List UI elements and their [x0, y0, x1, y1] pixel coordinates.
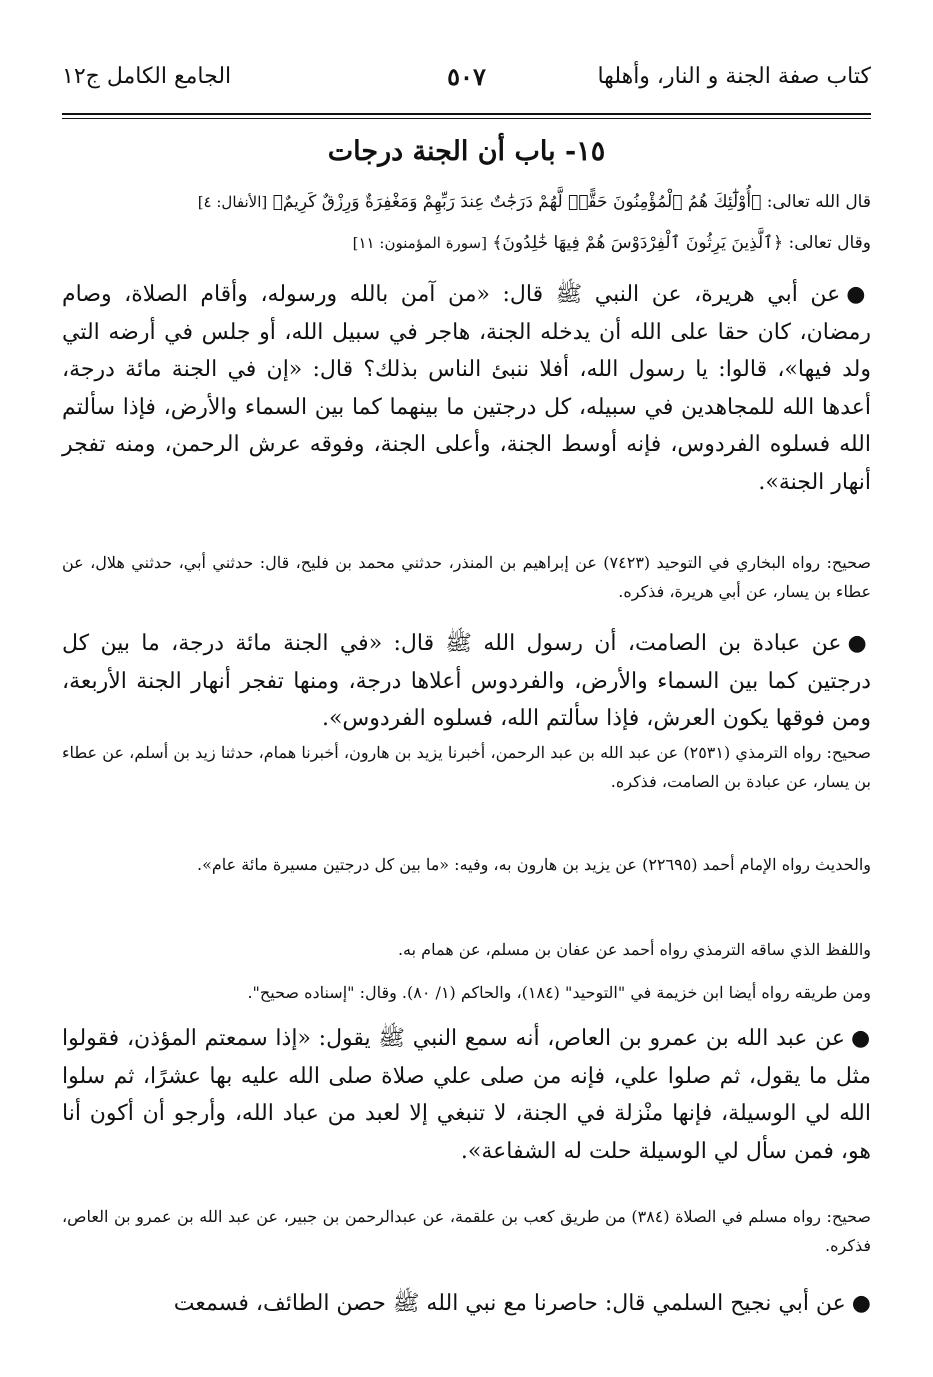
note-text: والحديث رواه الإمام أحمد (٢٢٦٩٥) عن يزيد بن هارون به، وفيه: «ما بين كل درجتين مسيرة مائة عام». — [197, 855, 871, 874]
header-book-title: كتاب صفة الجنة و النار، وأهلها — [597, 64, 871, 89]
running-header — [62, 58, 871, 98]
note-text: واللفظ الذي ساقه الترمذي رواه أحمد عن عفان بن مسلم، عن همام به. — [397, 940, 871, 959]
hadith-paragraph — [62, 1285, 871, 1323]
header-rule-thin — [62, 118, 871, 119]
hadith-paragraph — [62, 276, 871, 501]
page-number: ٥٠٧ — [447, 62, 486, 91]
note-text: صحيح: رواه الترمذي (٢٥٣١) عن عبد الله بن عبد الرحمن، أخبرنا يزيد بن هارون، أخبرنا همام، حدثنا زيد بن أسلم، عن عطاء بن يسار، عن عبادة بن الصامت، فذكره. — [62, 743, 872, 791]
note-text: ومن طريقه رواه أيضا ابن خزيمة في "التوحيد" (١٨٤)، والحاكم (١/ ٨٠). وقال: "إسناده صحيح". — [247, 983, 871, 1002]
bullet-icon: ● — [851, 1026, 871, 1051]
chapter-title: ١٥- باب أن الجنة درجات — [327, 136, 606, 167]
takhrij-note — [62, 850, 871, 879]
verse-2 — [62, 229, 871, 257]
bullet-icon: ● — [851, 1291, 871, 1316]
hadith-text: عن أبي نجيح السلمي قال: حاصرنا مع نبي الله ﷺ حصن الطائف، فسمعت — [173, 1291, 846, 1316]
takhrij-note — [62, 738, 871, 796]
bullet-icon: ● — [846, 282, 871, 307]
verse-text: وقال تعالى: ﴿ٱلَّذِينَ يَرِثُونَ ٱلْفِرْدَوْسَ هُمْ فِيهَا خَٰلِدُونَ﴾ — [492, 233, 871, 253]
hadith-paragraph — [62, 625, 871, 738]
verse-1 — [62, 188, 871, 216]
hadith-paragraph — [62, 1020, 871, 1170]
takhrij-note — [62, 548, 871, 606]
takhrij-note — [62, 1202, 871, 1260]
hadith-text: عن عبد الله بن عمرو بن العاص، أنه سمع النبي ﷺ يقول: «إذا سمعتم المؤذن، فقولوا مثل ما يقول، ثم صلوا علي، فإنه من صلى علي صلاة صلى الله عليه بها عشرًا، ثم سلوا الله لي الوسيلة، فإنها منْزلة في الجنة، لا تنبغي إلا لعبد من عباد الله، وأرجو أن أكون أنا هو، فمن سأل لي الوسيلة حلت له الشفاعة». — [62, 1026, 871, 1164]
bullet-icon: ● — [847, 631, 871, 656]
takhrij-note — [62, 978, 871, 1007]
header-rule-thick — [62, 113, 871, 115]
verse-text: قال الله تعالى: ﴿أُوْلَٰٓئِكَ هُمُ ٱلْمُؤْمِنُونَ حَقًّاۚ لَّهُمْ دَرَجَٰتٌ عِندَ رَبِّهِمْ وَمَغْفِرَةٌ وَرِزْقٌ كَرِيمٌ﴾ — [272, 192, 871, 212]
hadith-text: عن أبي هريرة، عن النبي ﷺ قال: «من آمن بالله ورسوله، وأقام الصلاة، وصام رمضان، كان حقا على الله أن يدخله الجنة، هاجر في سبيل الله، أو جلس في أرضه التي ولد فيها»، قالوا: يا رسول الله، أفلا ننبئ الناس بذلك؟ قال: «إن في الجنة مائة درجة، أعدها الله للمجاهدين في سبيله، كل درجتين ما بينهما كما بين السماء والأرض، فإذا سألتم الله فسلوه الفردوس، فإنه أوسط الجنة، وأعلى الجنة، وفوقه عرش الرحمن، ومنه تفجر أنهار الجنة». — [62, 282, 871, 495]
note-text: صحيح: رواه مسلم في الصلاة (٣٨٤) من طريق كعب بن علقمة، عن عبدالرحمن بن جبير، عن عبد الله بن عمرو بن العاص، فذكره. — [62, 1207, 871, 1255]
verse-reference: [سورة المؤمنون: ١١] — [352, 234, 487, 252]
note-text: صحيح: رواه البخاري في التوحيد (٧٤٢٣) عن إبراهيم بن المنذر، حدثني محمد بن فليح، قال: حدثني أبي، حدثني هلال، عن عطاء بن يسار، عن أبي هريرة، فذكره. — [62, 553, 872, 601]
hadith-text: عن عبادة بن الصامت، أن رسول الله ﷺ قال: «في الجنة مائة درجة، ما بين كل درجتين كما بين السماء والأرض، والفردوس أعلاها درجة، ومنها تفجر أنهار الجنة الأربعة، ومن فوقها يكون العرش، فإذا سألتم الله، فسلوه الفردوس». — [62, 631, 871, 731]
takhrij-note — [62, 935, 871, 964]
verse-reference: [الأنفال: ٤] — [197, 193, 268, 211]
header-volume: الجامع الكامل ج١٢ — [62, 64, 232, 89]
